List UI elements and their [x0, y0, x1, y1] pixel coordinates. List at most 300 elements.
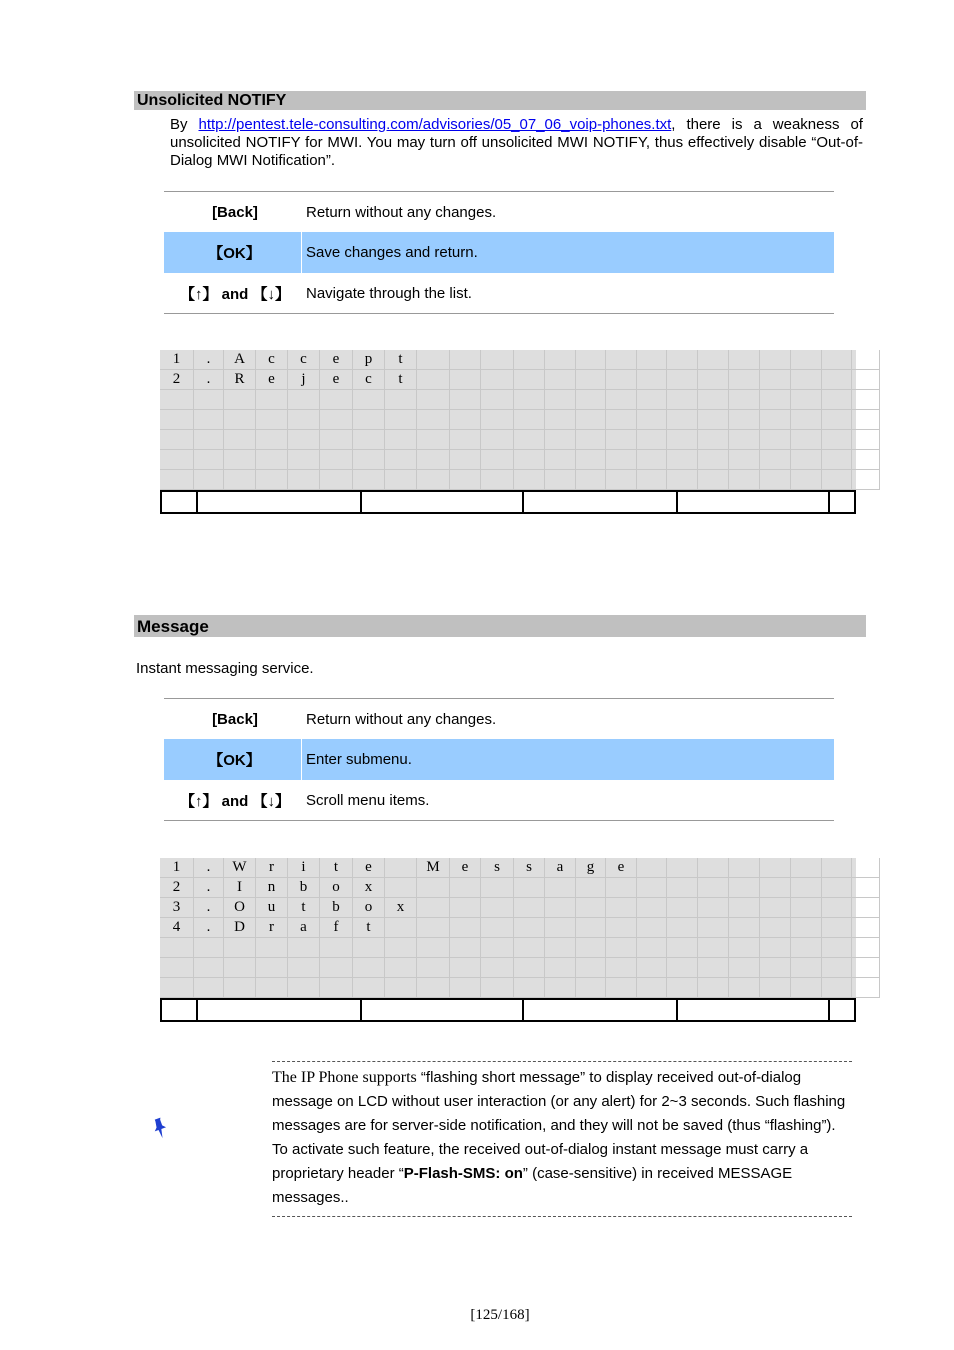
lcd-cell — [667, 938, 698, 958]
lcd-cell — [606, 898, 637, 918]
lcd-cell: e — [320, 350, 353, 370]
note-body: “flashing short message” to display received out-of-dialog message on LCD without user interaction (or any alert) for 2~3 seconds. Such flashing messages are for server-side notification, and they will not be saved (thus “flashing”). To activate such feature, the received out-of-dialog instant message must carry a proprietary header “ — [272, 1069, 846, 1182]
lcd-cell — [576, 410, 606, 430]
lcd-cell — [667, 918, 698, 938]
advisory-link[interactable]: http://pentest.tele-consulting.com/advisories/05_07_06_voip-phones.txt — [198, 116, 672, 133]
lcd-cell — [637, 350, 667, 370]
key-label: 【OK】 — [164, 739, 302, 780]
lcd-cell — [576, 390, 606, 410]
lcd-cell — [450, 470, 481, 490]
lcd-cell — [514, 918, 545, 938]
lcd-cell — [760, 978, 791, 998]
lcd-cell — [160, 410, 194, 430]
lcd-cell — [576, 918, 606, 938]
lcd-cell — [481, 350, 514, 370]
lcd-cell: i — [288, 858, 320, 878]
lcd-cell — [606, 410, 637, 430]
lcd-cell — [481, 978, 514, 998]
lcd-cell — [576, 878, 606, 898]
lcd-cell — [514, 350, 545, 370]
lcd-cell — [514, 390, 545, 410]
lcd-cell — [760, 958, 791, 978]
softkey-slot — [522, 1000, 678, 1020]
lcd-cell — [729, 390, 760, 410]
lcd-cell: W — [224, 858, 256, 878]
softkey-slot — [196, 492, 362, 512]
lcd-cell — [852, 858, 880, 878]
lcd-cell — [729, 370, 760, 390]
lcd-cell — [481, 958, 514, 978]
lcd-cell — [576, 958, 606, 978]
lcd-cell — [288, 450, 320, 470]
lcd-cell — [417, 450, 450, 470]
lcd-cell — [450, 370, 481, 390]
lcd-cell — [256, 430, 288, 450]
description-suffix: , there is a weakness of unsolicited NOTIFY for MWI. You may turn off unsolicited MWI NOTIFY, thus effectively disable “Out-of-Dialog MWI Notification”. — [170, 116, 863, 169]
pushpin-icon — [152, 1116, 172, 1140]
lcd-cell — [194, 938, 224, 958]
lcd-cell — [450, 350, 481, 370]
lcd-cell — [606, 390, 637, 410]
lcd-cell — [791, 430, 822, 450]
lcd-cell: u — [256, 898, 288, 918]
lcd-cell — [224, 430, 256, 450]
lcd-cell — [224, 390, 256, 410]
lcd-cell — [791, 898, 822, 918]
lcd-cell — [256, 470, 288, 490]
key-label: [Back] — [212, 710, 258, 728]
lcd-cell — [760, 370, 791, 390]
lcd-cell — [852, 430, 880, 450]
lcd-cell — [417, 938, 450, 958]
lcd-cell — [606, 470, 637, 490]
lcd-cell: I — [224, 878, 256, 898]
lcd-cell — [576, 938, 606, 958]
lcd-cell — [729, 978, 760, 998]
lcd-cell — [667, 390, 698, 410]
lcd-cell — [353, 430, 385, 450]
lcd-cell — [481, 410, 514, 430]
lcd-cell — [667, 858, 698, 878]
lcd-cell — [545, 430, 576, 450]
lcd-cell: . — [194, 858, 224, 878]
lcd-cell — [450, 410, 481, 430]
lcd-cell — [385, 390, 417, 410]
lcd-cell — [698, 350, 729, 370]
lcd-cell — [606, 350, 637, 370]
lcd-cell: D — [224, 918, 256, 938]
lcd-cell — [160, 430, 194, 450]
lcd-cell — [160, 978, 194, 998]
lcd-cell: 2 — [160, 370, 194, 390]
lcd-cell — [545, 878, 576, 898]
lcd-cell — [194, 410, 224, 430]
key-table-message — [164, 698, 834, 821]
key-label: [Back] — [212, 203, 258, 221]
lcd-cell: g — [576, 858, 606, 878]
lcd-cell — [576, 350, 606, 370]
lcd-cell — [791, 450, 822, 470]
lcd-cell — [481, 878, 514, 898]
lcd-cell — [606, 938, 637, 958]
lcd-cell — [822, 978, 852, 998]
lcd-cell — [288, 430, 320, 450]
lcd-cell — [353, 450, 385, 470]
lcd-cell — [385, 450, 417, 470]
lcd-cell — [353, 410, 385, 430]
lcd-cell — [760, 350, 791, 370]
lcd-cell — [852, 958, 880, 978]
lcd-cell — [852, 878, 880, 898]
lcd-cell — [256, 958, 288, 978]
lcd-cell — [320, 430, 353, 450]
lcd-cell: c — [353, 370, 385, 390]
lcd-cell — [385, 410, 417, 430]
note-tail: ” (case-sensitive) in received MESSAGE messages.. — [272, 1165, 793, 1206]
key-description: Save changes and return. — [306, 244, 478, 261]
lcd-cell: . — [194, 350, 224, 370]
lcd-cell: 2 — [160, 878, 194, 898]
lcd-cell — [729, 450, 760, 470]
lcd-cell — [385, 978, 417, 998]
lcd-cell — [760, 918, 791, 938]
lcd-cell — [606, 918, 637, 938]
key-description: Navigate through the list. — [306, 284, 472, 302]
lcd-cell: o — [320, 878, 353, 898]
lcd-cell — [791, 938, 822, 958]
key-label: 【↑】 and 【↓】 — [179, 792, 290, 810]
lcd-cell — [729, 938, 760, 958]
lcd-cell: x — [385, 898, 417, 918]
lcd-cell: s — [514, 858, 545, 878]
lcd-cell — [514, 958, 545, 978]
lcd-cell — [791, 390, 822, 410]
lcd-cell — [320, 450, 353, 470]
lcd-cell — [353, 978, 385, 998]
lcd-cell — [606, 878, 637, 898]
lcd-cell — [698, 858, 729, 878]
lcd-cell — [729, 878, 760, 898]
lcd-cell — [545, 938, 576, 958]
lcd-cell — [385, 918, 417, 938]
lcd-cell — [160, 958, 194, 978]
lcd-cell — [852, 470, 880, 490]
lcd-cell: e — [450, 858, 481, 878]
key-row-ok — [164, 739, 834, 780]
lcd-cell: . — [194, 918, 224, 938]
lcd-cell: b — [288, 878, 320, 898]
lcd-cell — [417, 958, 450, 978]
softkey-slot — [162, 492, 198, 512]
lcd-cell — [481, 430, 514, 450]
lcd-cell: 1 — [160, 858, 194, 878]
lcd-cell — [852, 918, 880, 938]
lcd-cell — [760, 450, 791, 470]
lcd-cell — [514, 450, 545, 470]
lcd-cell — [637, 918, 667, 938]
lcd-cell — [760, 938, 791, 958]
lcd-cell — [822, 470, 852, 490]
lcd-cell — [256, 390, 288, 410]
lcd-cell — [822, 898, 852, 918]
lcd-cell — [637, 430, 667, 450]
lcd-cell — [760, 410, 791, 430]
lcd-cell — [760, 390, 791, 410]
lcd-cell — [667, 370, 698, 390]
lcd-cell — [698, 390, 729, 410]
message-intro: Instant messaging service. — [136, 660, 314, 677]
lcd-cell: s — [481, 858, 514, 878]
lcd-cell — [417, 410, 450, 430]
lcd-cell — [852, 390, 880, 410]
lcd-cell: t — [320, 858, 353, 878]
lcd-cell — [160, 450, 194, 470]
description-prefix: By — [170, 116, 199, 133]
lcd-cell: t — [385, 350, 417, 370]
lcd-cell — [729, 958, 760, 978]
lcd-cell — [760, 470, 791, 490]
section-title-unsolicited-notify: Unsolicited NOTIFY — [134, 91, 866, 110]
unsolicited-notify-description — [170, 116, 863, 170]
lcd-cell: a — [288, 918, 320, 938]
lcd-cell — [450, 958, 481, 978]
lcd-cell — [852, 350, 880, 370]
lcd-cell — [637, 370, 667, 390]
lcd-cell — [760, 878, 791, 898]
lcd-cell — [514, 370, 545, 390]
softkey-bar — [160, 490, 856, 514]
lcd-cell — [576, 370, 606, 390]
lcd-cell — [194, 958, 224, 978]
lcd-cell — [791, 410, 822, 430]
lcd-cell — [822, 450, 852, 470]
lcd-cell — [256, 978, 288, 998]
lcd-cell — [514, 410, 545, 430]
lcd-cell — [822, 878, 852, 898]
lcd-cell — [667, 350, 698, 370]
lcd-cell — [545, 918, 576, 938]
lcd-cell: A — [224, 350, 256, 370]
lcd-cell — [288, 390, 320, 410]
lcd-cell — [353, 390, 385, 410]
lcd-cell — [288, 470, 320, 490]
softkey-slot — [360, 1000, 524, 1020]
section-title-message: Message — [134, 615, 866, 637]
key-description: Enter submenu. — [306, 751, 412, 768]
softkey-slot — [162, 1000, 198, 1020]
key-row-ok — [164, 232, 834, 273]
lcd-cell — [160, 938, 194, 958]
lcd-cell — [637, 878, 667, 898]
lcd-cell: e — [353, 858, 385, 878]
lcd-cell — [760, 898, 791, 918]
key-row-back — [164, 192, 834, 232]
lcd-cell — [450, 918, 481, 938]
key-label: 【OK】 — [164, 232, 302, 273]
lcd-cell — [320, 390, 353, 410]
lcd-cell — [791, 958, 822, 978]
lcd-cell — [576, 978, 606, 998]
lcd-cell — [852, 450, 880, 470]
lcd-cell — [606, 430, 637, 450]
key-description: Scroll menu items. — [306, 791, 430, 809]
lcd-cell — [194, 470, 224, 490]
lcd-cell — [822, 410, 852, 430]
lcd-cell — [637, 898, 667, 918]
lcd-cell: p — [353, 350, 385, 370]
lcd-cell — [385, 858, 417, 878]
lcd-cell — [320, 958, 353, 978]
lcd-cell — [545, 978, 576, 998]
lcd-cell: t — [385, 370, 417, 390]
lcd-cell — [417, 898, 450, 918]
lcd-cell: 3 — [160, 898, 194, 918]
lcd-cell — [545, 898, 576, 918]
key-table-unsolicited-notify — [164, 191, 834, 314]
lcd-cell: e — [320, 370, 353, 390]
key-label: 【↑】 and 【↓】 — [179, 285, 290, 303]
lcd-cell: e — [256, 370, 288, 390]
lcd-cell: j — [288, 370, 320, 390]
lcd-cell — [256, 410, 288, 430]
lcd-cell: c — [256, 350, 288, 370]
lcd-cell — [791, 918, 822, 938]
lcd-cell — [385, 958, 417, 978]
lcd-cell: . — [194, 370, 224, 390]
lcd-cell — [791, 878, 822, 898]
lcd-cell — [698, 978, 729, 998]
lcd-cell — [667, 470, 698, 490]
lcd-cell — [224, 978, 256, 998]
lcd-cell — [637, 938, 667, 958]
lcd-cell — [729, 918, 760, 938]
lcd-cell — [417, 470, 450, 490]
lcd-cell — [514, 878, 545, 898]
lcd-cell: f — [320, 918, 353, 938]
lcd-cell — [450, 878, 481, 898]
lcd-cell — [822, 918, 852, 938]
lcd-cell — [256, 938, 288, 958]
lcd-cell — [481, 390, 514, 410]
softkey-slot — [360, 492, 524, 512]
flash-sms-note — [272, 1061, 852, 1217]
lcd-cell: . — [194, 878, 224, 898]
lcd-cell — [481, 370, 514, 390]
lcd-cell: b — [320, 898, 353, 918]
lcd-cell — [320, 938, 353, 958]
lcd-cell — [822, 390, 852, 410]
lcd-cell — [320, 978, 353, 998]
lcd-cell — [417, 918, 450, 938]
lcd-cell: M — [417, 858, 450, 878]
lcd-cell — [194, 390, 224, 410]
lcd-cell — [194, 450, 224, 470]
lcd-cell — [667, 878, 698, 898]
lcd-cell — [606, 370, 637, 390]
lcd-cell — [514, 938, 545, 958]
lcd-cell — [288, 958, 320, 978]
lcd-cell: o — [353, 898, 385, 918]
lcd-cell — [353, 958, 385, 978]
lcd-cell — [729, 898, 760, 918]
lcd-cell — [637, 410, 667, 430]
lcd-cell — [791, 978, 822, 998]
lcd-cell — [698, 470, 729, 490]
lcd-cell — [385, 938, 417, 958]
lcd-cell: n — [256, 878, 288, 898]
lcd-cell — [698, 938, 729, 958]
lcd-cell — [852, 978, 880, 998]
lcd-cell — [667, 958, 698, 978]
lcd-cell — [729, 470, 760, 490]
lcd-cell: 4 — [160, 918, 194, 938]
lcd-cell — [576, 898, 606, 918]
lcd-grid — [160, 858, 856, 998]
lcd-cell — [667, 430, 698, 450]
lcd-cell — [481, 898, 514, 918]
lcd-cell — [320, 410, 353, 430]
lcd-cell: O — [224, 898, 256, 918]
lcd-cell — [822, 350, 852, 370]
lcd-cell — [637, 858, 667, 878]
lcd-cell — [698, 370, 729, 390]
lcd-cell — [450, 938, 481, 958]
lcd-cell — [545, 470, 576, 490]
lcd-cell — [514, 430, 545, 450]
note-lead: The IP Phone supports — [272, 1069, 417, 1086]
lcd-cell — [729, 350, 760, 370]
lcd-cell — [385, 430, 417, 450]
lcd-cell — [852, 410, 880, 430]
lcd-cell — [637, 390, 667, 410]
lcd-cell — [514, 978, 545, 998]
lcd-cell — [545, 410, 576, 430]
lcd-cell — [791, 470, 822, 490]
key-row-arrows — [164, 780, 834, 820]
lcd-cell — [729, 410, 760, 430]
lcd-cell — [194, 430, 224, 450]
lcd-cell — [576, 470, 606, 490]
lcd-cell: r — [256, 918, 288, 938]
key-row-arrows — [164, 273, 834, 313]
lcd-cell — [224, 450, 256, 470]
lcd-cell — [545, 390, 576, 410]
lcd-cell: . — [194, 898, 224, 918]
lcd-cell — [822, 938, 852, 958]
lcd-cell — [667, 978, 698, 998]
lcd-cell — [637, 470, 667, 490]
key-description: Return without any changes. — [306, 203, 497, 221]
softkey-slot — [676, 492, 830, 512]
lcd-cell — [606, 978, 637, 998]
lcd-cell — [791, 370, 822, 390]
lcd-cell — [698, 430, 729, 450]
lcd-cell — [637, 978, 667, 998]
lcd-cell — [353, 470, 385, 490]
lcd-cell — [667, 450, 698, 470]
lcd-cell — [852, 938, 880, 958]
lcd-cell: a — [545, 858, 576, 878]
lcd-cell — [417, 878, 450, 898]
lcd-screen-unsolicited-notify — [160, 350, 856, 514]
lcd-cell — [450, 390, 481, 410]
lcd-cell — [822, 430, 852, 450]
lcd-screen-message — [160, 858, 856, 1022]
page-number: [125/168] — [470, 1307, 530, 1323]
lcd-cell — [417, 978, 450, 998]
lcd-cell — [160, 390, 194, 410]
lcd-cell — [545, 958, 576, 978]
